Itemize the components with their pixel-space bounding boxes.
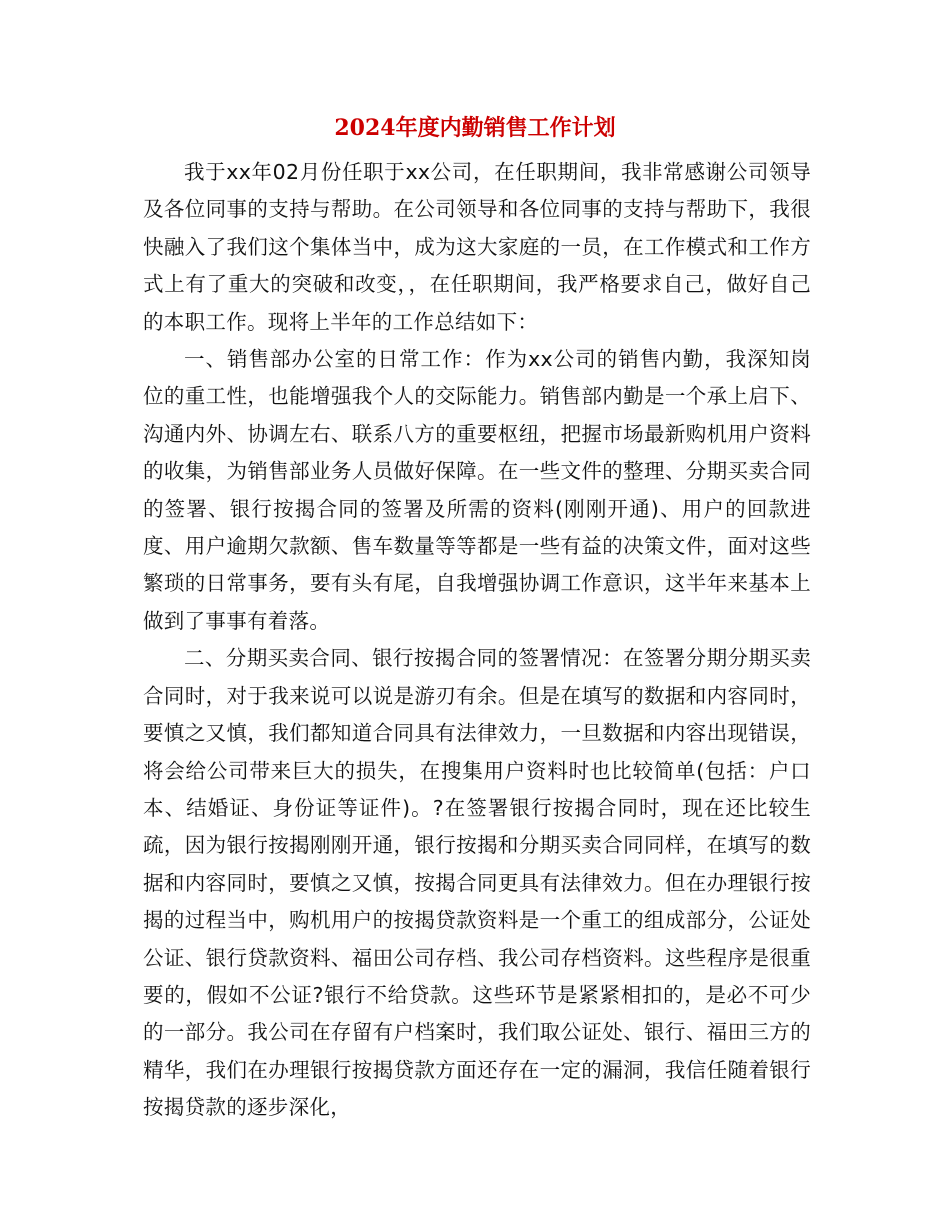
document-title: 2024年度内勤销售工作计划 bbox=[334, 115, 616, 141]
paragraph-section-1: 一、销售部办公室的日常工作：作为xx公司的销售内勤，我深知岗位的重工性，也能增强我个人的交际能力。销售部内勤是一个承上启下、沟通内外、协调左右、联系八方的重要枢纽，把握市场最新购机用户资料的收集，为销售部业务人员做好保障。在一些文件的整理、分期买卖合同的签署、银行按揭合同的签署及所需的资料(刚刚开通)、用户的回款进度、用户逾期欠款额、售车数量等等都是一些有益的决策文件，面对这些繁琐的日常事务，要有头有尾，自我增强协调工作意识，这半年来基本上做到了事事有着落。 bbox=[143, 347, 811, 633]
paragraph-section-2: 二、分期买卖合同、银行按揭合同的签署情况：在签署分期分期买卖合同时，对于我来说可以说是游刃有余。但是在填写的数据和内容同时，要慎之又慎，我们都知道合同具有法律效力，一旦数据和内容出现错误，将会给公司带来巨大的损失，在搜集用户资料时也比较简单(包括：户口本、结婚证、身份证等证件)。?在签署银行按揭合同时，现在还比较生疏，因为银行按揭刚刚开通，银行按揭和分期买卖合同同样，在填写的数据和内容同时，要慎之又慎，按揭合同更具有法律效力。但在办理银行按揭的过程当中，购机用户的按揭贷款资料是一个重工的组成部分，公证处公证、银行贷款资料、福田公司存档、我公司存档资料。这些程序是很重要的，假如不公证?银行不给贷款。这些环节是紧紧相扣的，是必不可少的一部分。我公司在存留有户档案时，我们取公证处、银行、福田三方的精华，我们在办理银行按揭贷款方面还存在一定的漏洞，我信任随着银行按揭贷款的逐步深化， bbox=[143, 646, 811, 1120]
document-body bbox=[143, 154, 811, 1127]
paragraph-intro: 我于xx年02月份任职于xx公司，在任职期间，我非常感谢公司领导及各位同事的支持与帮助。在公司领导和各位同事的支持与帮助下，我很快融入了我们这个集体当中，成为这大家庭的一员，在工作模式和工作方式上有了重大的突破和改变，，在任职期间，我严格要求自己，做好自己的本职工作。现将上半年的工作总结如下： bbox=[143, 160, 811, 334]
